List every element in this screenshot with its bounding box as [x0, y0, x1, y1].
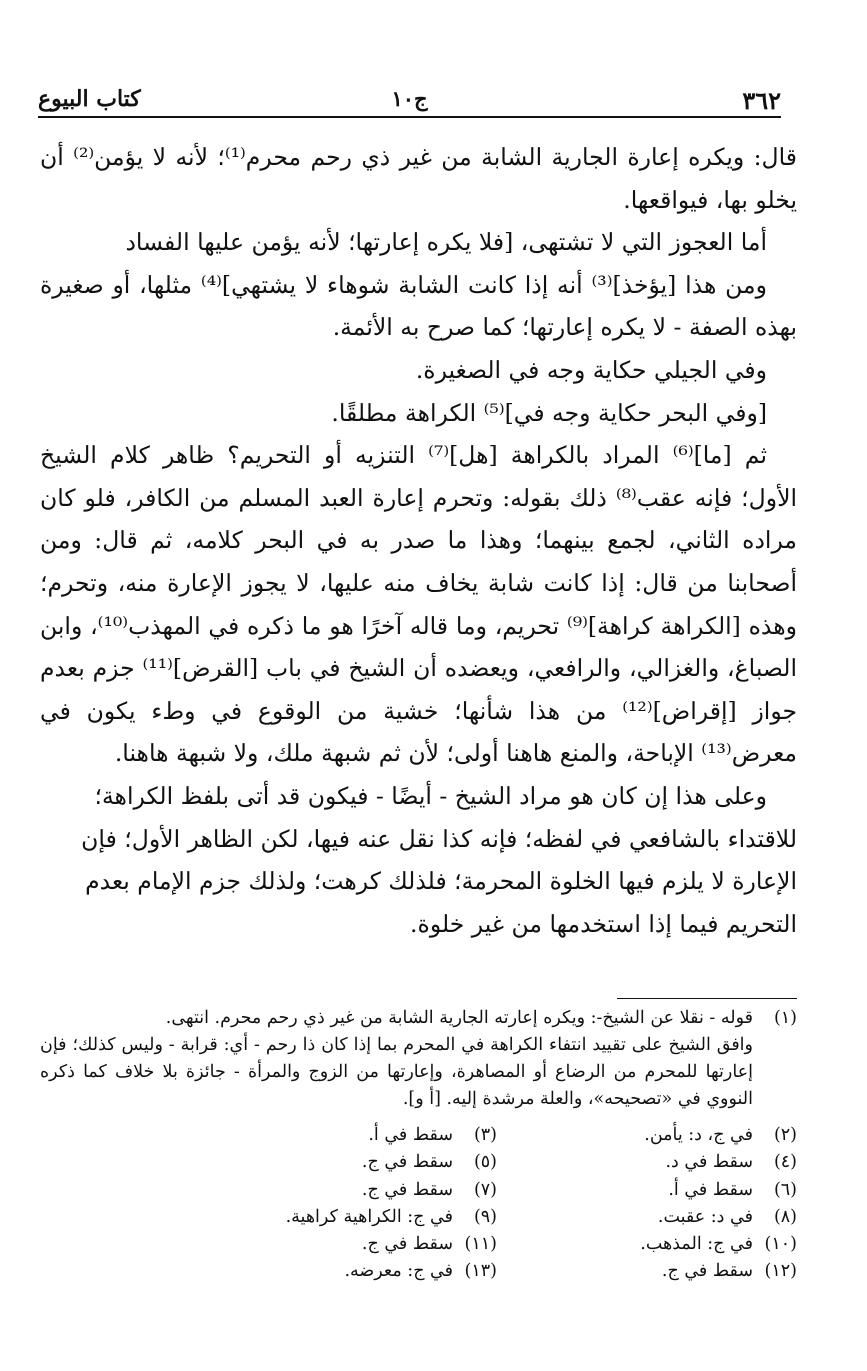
book-title: كتاب البيوع — [38, 86, 141, 112]
footnote — [497, 1258, 797, 1285]
footnote-number: (٨) — [773, 1206, 797, 1227]
footnote — [197, 1122, 497, 1149]
paragraph: وفي الجيلي حكاية وجه في الصغيرة. — [415, 355, 767, 384]
footnote-1 — [40, 1005, 797, 1113]
footnote-row — [40, 1177, 797, 1204]
footnote — [497, 1122, 797, 1149]
footnote-row — [40, 1149, 797, 1176]
footnote — [497, 1177, 797, 1204]
footnote — [197, 1149, 497, 1176]
footnotes-grid — [40, 1122, 797, 1286]
footnote-text: سقط في ج. — [361, 1179, 453, 1200]
footnote-text: سقط في ج. — [361, 1152, 453, 1173]
footnote-row — [40, 1122, 797, 1149]
footnote-text: سقط في ج. — [361, 1234, 453, 1255]
footnote-number: (٢) — [773, 1125, 797, 1145]
footnote-number: (١) — [773, 1008, 797, 1028]
footnote-separator — [617, 998, 797, 999]
paragraph: أما العجوز التي لا تشتهى، [فلا يكره إعارتها؛ لأنه يؤمن عليها الفساد — [125, 228, 767, 257]
footnote — [197, 1258, 497, 1285]
footnote-row — [40, 1231, 797, 1258]
footnote-text: في ج، د: يأمن. — [644, 1125, 753, 1145]
footnote — [497, 1149, 797, 1176]
paragraph: وعلى هذا إن كان هو مراد الشيخ - أيضًا - فيكون قد أتى بلفظ الكراهة؛ للاقتداء بالشافعي في لفظه؛ فإنه كذا نقل عنه فيها، لكن الظاهر الأول؛ فإن الإعارة لا يلزم فيها الخلوة المحرمة؛ فلذلك كرهت؛ ولذلك جزم الإمام بعدم التحريم فيما إذا استخدمها من غير خلوة. — [81, 781, 797, 938]
footnote-number: (١٢) — [764, 1261, 797, 1282]
footnote-row — [40, 1258, 797, 1285]
footnote — [197, 1231, 497, 1258]
footnote-number: (٦) — [773, 1179, 797, 1200]
footnote-number: (٧) — [473, 1179, 497, 1200]
footnote — [197, 1204, 497, 1231]
footnote-text: في ج: معرضه. — [344, 1261, 453, 1282]
footnote-number: (٣) — [473, 1125, 497, 1145]
footnote — [197, 1177, 497, 1204]
main-text — [40, 136, 797, 945]
footnote-text: في ج: الكراهية كراهية. — [285, 1206, 453, 1227]
paragraph: [وفي البحر حكاية وجه في]⁽⁵⁾ الكراهة مطلقًا. — [331, 398, 767, 427]
volume-label: ج١٠ — [391, 86, 428, 111]
footnote-text: سقط في ج. — [661, 1261, 753, 1282]
page-number: ٣٦٢ — [742, 86, 781, 115]
paragraph: ثم [ما]⁽⁶⁾ المراد بالكراهة [هل]⁽⁷⁾ التنزيه أو التحريم؟ ظاهر كلام الشيخ الأول؛ فإنه عقب⁽⁸⁾ ذلك بقوله: وتحرم إعارة العبد المسلم من الكافر، فلو كان مراده الثاني، لجمع بينهما؛ وهذا ما صدر به في البحر كلامه، ثم قال: ومن أصحابنا من قال: إذا كانت شابة يخاف منه عليها، لا يجوز الإعارة منه، وتحرم؛ وهذه [الكراهة كراهة]⁽⁹⁾ تحريم، وما قاله آخرًا هو ما ذكره في المهذب⁽¹⁰⁾، وابن الصباغ، والغزالي، والرافعي، ويعضده أن الشيخ في باب [القرض]⁽¹¹⁾ جزم بعدم جواز [إقراض]⁽¹²⁾ من هذا شأنها؛ خشية من الوقوع في وطء يكون في معرض⁽¹³⁾ الإباحة، والمنع هاهنا أولى؛ لأن ثم شبهة ملك، ولا شبهة هاهنا. — [40, 441, 797, 768]
footnote-number: (١١) — [464, 1234, 497, 1255]
footnote-text: في ج: المذهب. — [640, 1234, 753, 1255]
footnote — [497, 1231, 797, 1258]
footnote-number: (١٠) — [764, 1234, 797, 1255]
paragraph: ومن هذا [يؤخذ]⁽³⁾ أنه إذا كانت الشابة شوهاء لا يشتهي]⁽⁴⁾ مثلها، أو صغيرة بهذه الصفة - لا يكره إعارتها؛ كما صرح به الأئمة. — [40, 270, 797, 342]
footnote-text: في د: عقبت. — [657, 1206, 753, 1227]
footnote — [497, 1204, 797, 1231]
footnote-text: سقط في أ. — [368, 1125, 453, 1145]
footnote-text: سقط في أ. — [668, 1179, 753, 1200]
footnote-text: وافق الشيخ على تقييد انتفاء الكراهة في المحرم بما إذا كان ذا رحم - أي: قرابة - وليس كذلك؛ فإن إعارتها للمحرم من الرضاع أو المصاهرة، وإعارتها من الزوج والمرأة - جائزة بلا خلاف كما ذكره النووي في «تصحيحه»، والعلة مرشدة إليه. [أ و]. — [40, 1035, 753, 1109]
footnote-text: سقط في د. — [665, 1152, 753, 1173]
footnote-number: (٤) — [773, 1152, 797, 1173]
page-header — [38, 86, 781, 118]
footnote-row — [40, 1204, 797, 1231]
footnote-number: (٥) — [473, 1152, 497, 1173]
footnote-number: (٩) — [473, 1206, 497, 1227]
footnote-number: (١٣) — [464, 1261, 497, 1282]
footnote-text: قوله - نقلا عن الشيخ-: ويكره إعارته الجارية الشابة من غير ذي رحم محرم. انتهى. — [165, 1008, 753, 1028]
paragraph: قال: ويكره إعارة الجارية الشابة من غير ذي رحم محرم⁽¹⁾؛ لأنه لا يؤمن⁽²⁾ أن يخلو بها، فيواقعها. — [40, 143, 798, 214]
